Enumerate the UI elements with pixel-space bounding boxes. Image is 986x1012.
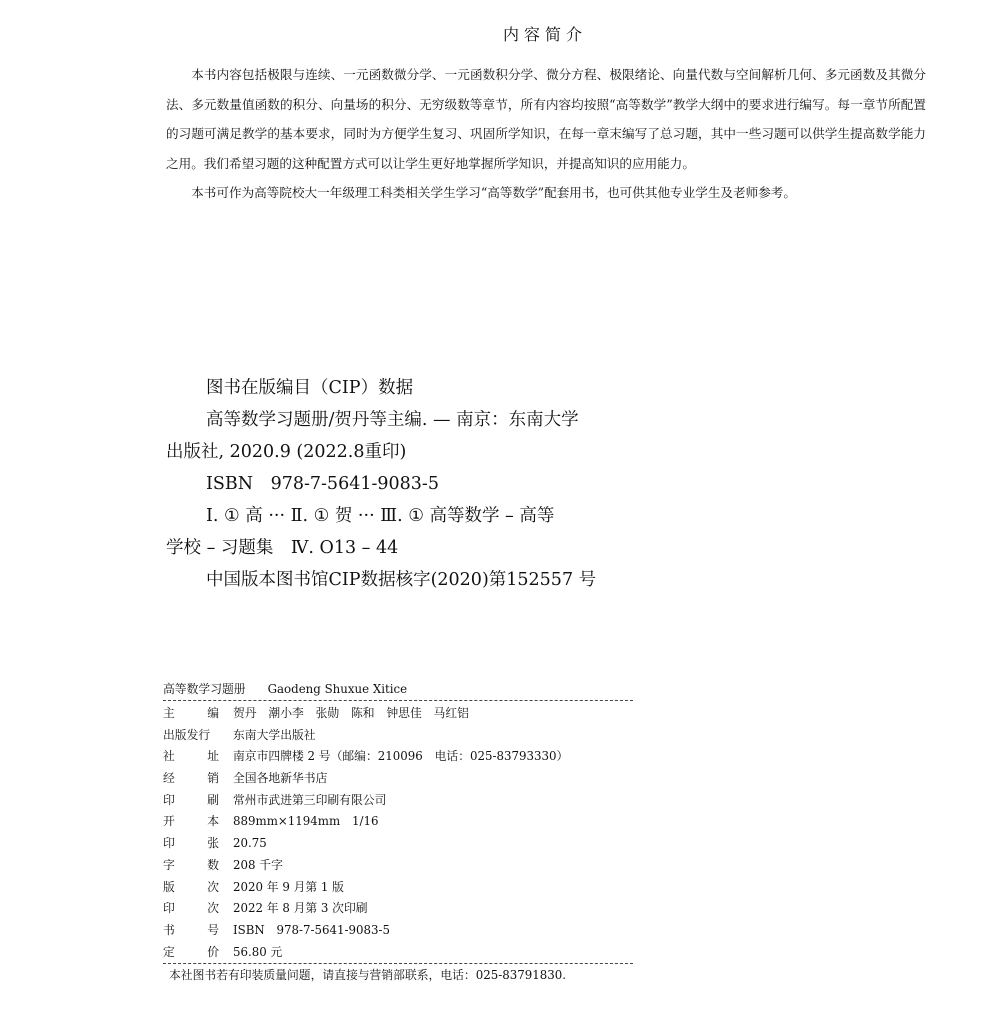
row-label: 印 张 [163, 836, 219, 851]
cip-line: 高等数学习题册/贺丹等主编. — 南京：东南大学 [206, 410, 579, 430]
row-value: ISBN 978-7-5641-9083-5 [233, 922, 391, 937]
row-value: 贺丹 潮小李 张勋 陈和 钟思佳 马红铝 [233, 706, 469, 720]
colophon-row [163, 790, 633, 812]
book-title-pinyin: Gaodeng Shuxue Xitice [267, 682, 408, 696]
row-value: 常州市武进第三印刷有限公司 [233, 792, 387, 807]
colophon-row [163, 703, 633, 725]
cip-line: 学校 – 习题集 Ⅳ. O13 – 44 [166, 538, 399, 558]
row-label: 书 号 [163, 922, 219, 937]
cip-line: 出版社, 2020.9 (2022.8重印) [166, 442, 407, 462]
colophon [163, 678, 633, 986]
colophon-row [163, 833, 633, 855]
cip-line: Ⅰ. ① 高 ··· Ⅱ. ① 贺 ··· Ⅲ. ① 高等数学 – 高等 [206, 506, 555, 526]
intro-section [166, 60, 926, 208]
row-label: 印 刷 [163, 792, 219, 807]
colophon-rows [163, 701, 633, 963]
colophon-row [163, 877, 633, 899]
row-value: 东南大学出版社 [233, 727, 316, 742]
cip-isbn: ISBN 978-7-5641-9083-5 [206, 474, 439, 494]
row-value: 889mm×1194mm 1/16 [233, 814, 379, 829]
row-value: 2022 年 8 月第 3 次印刷 [233, 901, 368, 916]
row-value: 208 千字 [233, 857, 283, 872]
intro-title: 内容简介 [502, 25, 587, 44]
row-label: 主 编 [163, 706, 219, 720]
intro-paragraph: 本书可作为高等院校大一年级理工科类相关学生学习“高等数学”配套用书，也可供其他专业学生及老师参考。 [191, 185, 796, 200]
colophon-row [163, 898, 633, 920]
book-title-cn: 高等数学习题册 [163, 682, 246, 696]
colophon-title [163, 678, 633, 700]
intro-paragraph: 本书内容包括极限与连续、一元函数微分学、一元函数积分学、微分方程、极限绪论、向量代数与空间解析几何、多元函数及其微分法、多元数量值函数的积分、向量场的积分、无穷级数等章节，所有内容均按照“高等数学”教学大纲中的要求进行编写。每一章节所配置的习题可满足教学的基本要求，同时为方便学生复习、巩固所学知识，在每一章末编写了总习题，其中一些习题可以供学生提高数学能力之用。我们希望习题的这种配置方式可以让学生更好地掌握所学知识，并提高知识的应用能力。 [166, 67, 926, 171]
row-label: 印 次 [163, 901, 219, 916]
cip-heading: 图书在版编目（CIP）数据 [206, 378, 414, 398]
row-label: 字 数 [163, 857, 219, 872]
colophon-row [163, 942, 633, 964]
colophon-row [163, 768, 633, 790]
cip-block [166, 372, 596, 596]
colophon-row [163, 811, 633, 833]
row-label: 社 址 [163, 749, 219, 764]
row-value: 20.75 [233, 836, 267, 851]
row-value: 2020 年 9 月第 1 版 [233, 879, 344, 894]
row-value: 全国各地新华书店 [233, 771, 328, 786]
row-label: 经 销 [163, 771, 219, 786]
row-value: 南京市四牌楼 2 号（邮编：210096 电话：025-83793330） [233, 749, 569, 764]
colophon-row [163, 725, 633, 747]
row-label: 开 本 [163, 814, 219, 829]
row-label: 定 价 [163, 944, 219, 959]
quality-contact-note: 本社图书若有印装质量问题，请直接与营销部联系，电话：025-83791830. [169, 968, 567, 983]
row-label: 出版发行 [163, 727, 211, 742]
colophon-row [163, 855, 633, 877]
colophon-row [163, 920, 633, 942]
row-label: 版 次 [163, 879, 219, 894]
row-value: 56.80 元 [233, 944, 283, 959]
cip-record: 中国版本图书馆CIP数据核字(2020)第152557 号 [206, 570, 597, 590]
colophon-row [163, 746, 633, 768]
